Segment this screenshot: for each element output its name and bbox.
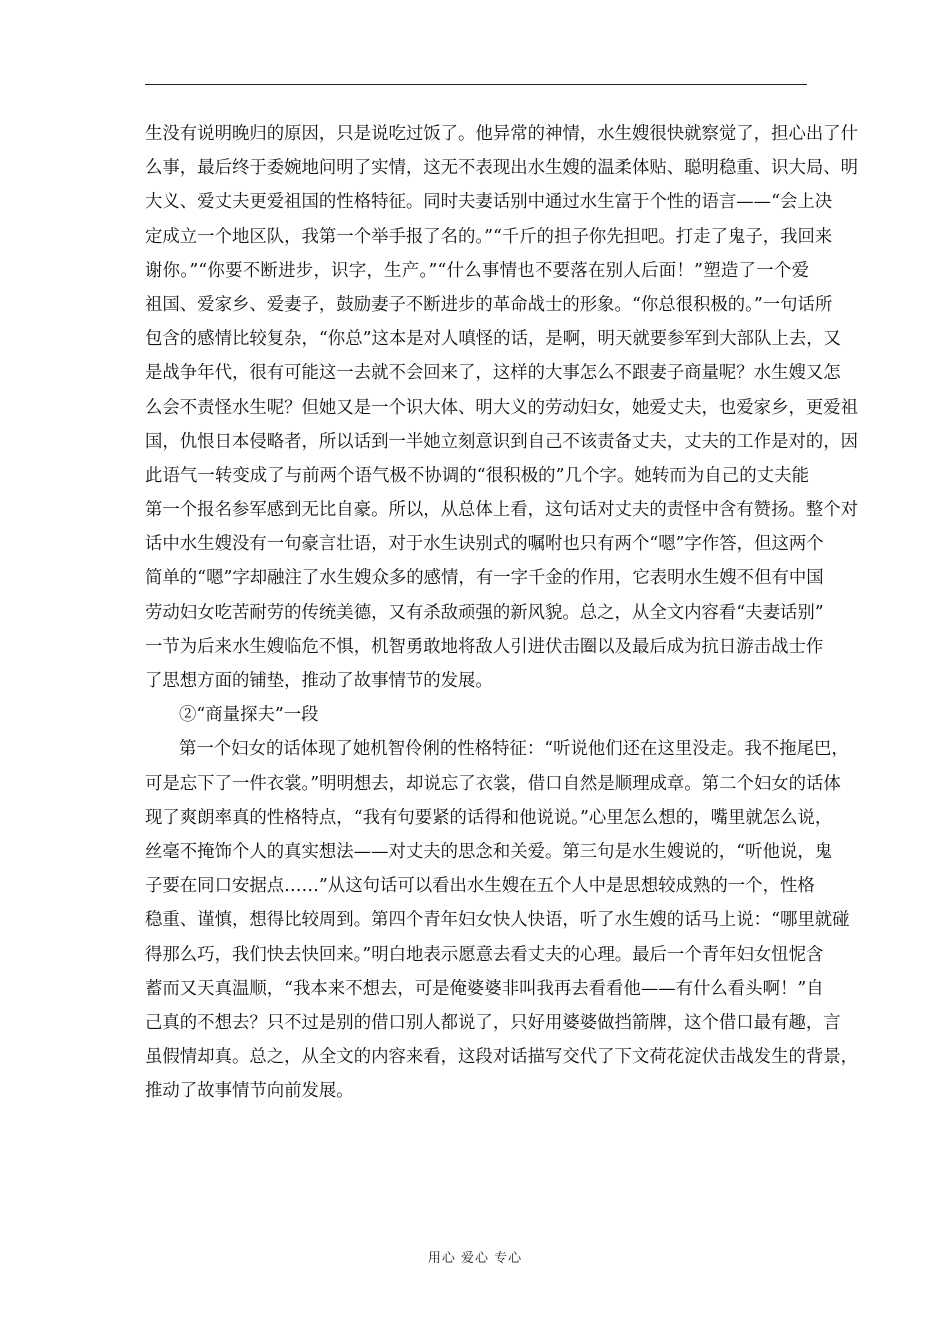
text-line: 现了爽朗率真的性格特点，“我有句要紧的话得和他说说。”心里怎么想的，嘴里就怎么说，: [145, 807, 833, 828]
text-line: 第一个妇女的话体现了她机智伶俐的性格特征：“听说他们还在这里没走。我不拖尾巴，: [179, 739, 849, 760]
text-line: 推动了故事情节向前发展。: [145, 1081, 354, 1102]
text-line: 稳重、谨慎，想得比较周到。第四个青年妇女快人快语，听了水生嫂的话马上说：“哪里就碰: [145, 910, 850, 931]
text-line: 定成立一个地区队，我第一个举手报了名的。”“千斤的担子你先担吧。打走了鬼子，我回来: [145, 226, 833, 247]
page-footer: 用心 爱心 专心: [427, 1251, 523, 1266]
text-line: 子要在同口安据点……”从这句话可以看出水生嫂在五个人中是思想较成熟的一个，性格: [145, 876, 815, 897]
text-line: 国，仇恨日本侵略者，所以话到一半她立刻意识到自己不该责备丈夫，丈夫的工作是对的，因: [145, 431, 859, 452]
text-line: 是战争年代，很有可能这一去就不会回来了，这样的大事怎么不跟妻子商量呢？水生嫂又怎: [145, 363, 841, 384]
body-text: [145, 117, 859, 1108]
text-line: 第一个报名参军感到无比自豪。所以，从总体上看，这句话对丈夫的责怪中含有赞扬。整个对: [145, 500, 859, 521]
text-line: 可是忘下了一件衣裳。”明明想去，却说忘了衣裳，借口自然是顺理成章。第二个妇女的话体: [145, 773, 841, 794]
section-heading: ②“商量探夫”一段: [179, 705, 319, 726]
text-line: 简单的“嗯”字却融注了水生嫂众多的感情，有一字千金的作用，它表明水生嫂不但有中国: [145, 568, 824, 589]
text-line: 一节为后来水生嫂临危不惧，机智勇敢地将敌人引进伏击圈以及最后成为抗日游击战士作: [145, 636, 824, 657]
text-line: 生没有说明晚归的原因，只是说吃过饭了。他异常的神情，水生嫂很快就察觉了，担心出了什: [145, 124, 859, 144]
text-line: 谢你。”“你要不断进步，识字，生产。”“什么事情也不要落在别人后面！”塑造了一个爱: [145, 260, 809, 281]
text-line: 此语气一转变成了与前两个语气极不协调的“很积极的”几个字。她转而为自己的丈夫能: [145, 465, 809, 486]
text-line: 么会不责怪水生呢？但她又是一个识大体、明大义的劳动妇女，她爱丈夫，也爱家乡，更爱祖: [145, 397, 859, 418]
text-line: 话中水生嫂没有一句豪言壮语，对于水生诀别式的嘱咐也只有两个“嗯”字作答，但这两个: [145, 534, 824, 555]
text-line: 得那么巧，我们快去快回来。”明白地表示愿意去看丈夫的心理。最后一个青年妇女忸怩含: [145, 944, 824, 965]
text-line: 劳动妇女吃苦耐劳的传统美德，又有杀敌顽强的新风貌。总之，从全文内容看“夫妻话别”: [145, 602, 824, 623]
text-line: 了思想方面的铺垫，推动了故事情节的发展。: [145, 671, 493, 691]
header-rule: [145, 84, 807, 85]
text-line: 么事，最后终于委婉地问明了实情，这无不表现出水生嫂的温柔体贴、聪明稳重、识大局、明: [145, 158, 859, 179]
text-line: 祖国、爱家乡、爱妻子，鼓励妻子不断进步的革命战士的形象。“你总很积极的。”一句话所: [145, 294, 833, 315]
text-line: 大义、爱丈夫更爱祖国的性格特征。同时夫妻话别中通过水生富于个性的语言——“会上决: [145, 192, 833, 213]
text-line: 丝毫不掩饰个人的真实想法——对丈夫的思念和关爱。第三句是水生嫂说的，“听他说，鬼: [145, 841, 833, 862]
text-line: 己真的不想去？只不过是别的借口别人都说了，只好用婆婆做挡箭牌，这个借口最有趣，言: [145, 1012, 841, 1033]
text-line: 蓄而又天真温顺，“我本来不想去，可是俺婆婆非叫我再去看看他——有什么看头啊！”自: [145, 978, 824, 999]
text-line: 包含的感情比较复杂，“你总”这本是对人嗔怪的话，是啊，明天就要参军到大部队上去，又: [145, 329, 842, 350]
text-line: 虽假情却真。总之，从全文的内容来看，这段对话描写交代了下文荷花淀伏击战发生的背景，: [145, 1047, 859, 1068]
